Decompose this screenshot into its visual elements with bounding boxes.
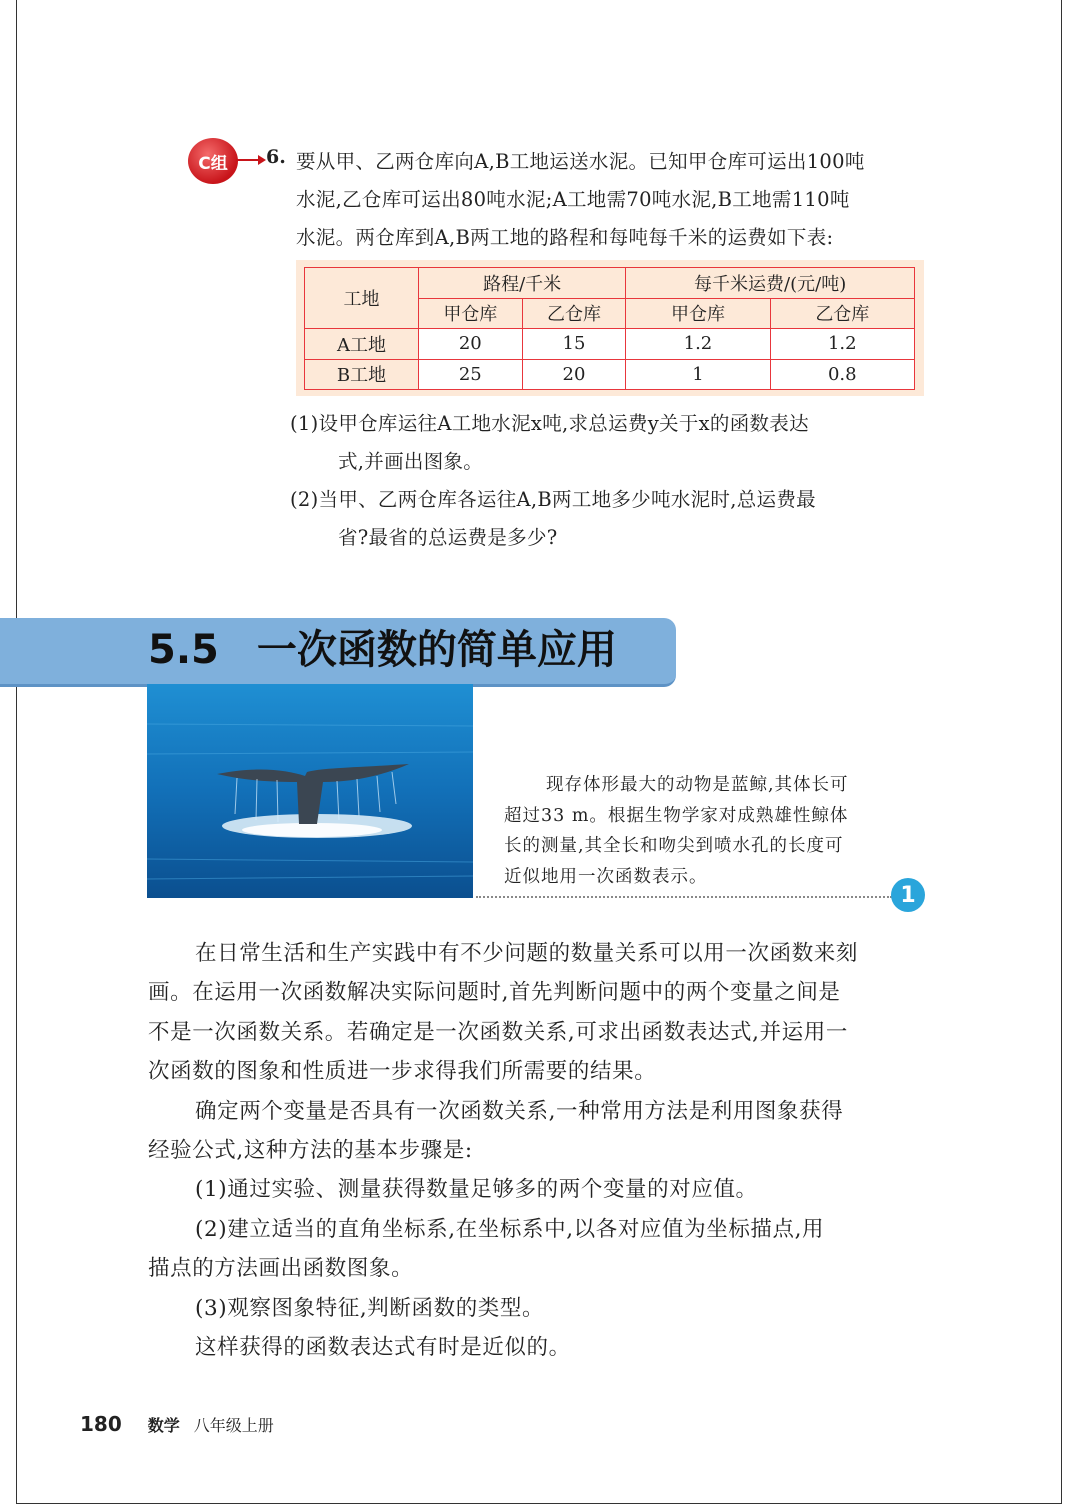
- page-number: 180: [80, 1412, 122, 1436]
- table-row: [305, 359, 915, 390]
- table-subheader: 甲仓库: [626, 298, 770, 329]
- whale-tail-photo: [147, 684, 473, 898]
- table-cell: 1.2: [770, 329, 914, 360]
- page-footer: [80, 1412, 274, 1440]
- footer-grade: 八年级上册: [193, 1416, 274, 1435]
- caption-line: 超过33 m。根据生物学家对成熟雄性鲸体: [504, 805, 849, 826]
- question-line: 要从甲、乙两仓库向A,B工地运送水泥。已知甲仓库可运出100吨: [296, 150, 865, 173]
- section-number: 5.5: [148, 627, 219, 673]
- table-cell: 1: [626, 359, 770, 390]
- body-line: 描点的方法画出函数图象。: [148, 1256, 414, 1282]
- data-table-container: [296, 260, 924, 396]
- row-label: B工地: [305, 359, 419, 390]
- table-cell: 25: [419, 359, 523, 390]
- table-cell: 15: [522, 329, 626, 360]
- question-line: 水泥。两仓库到A,B两工地的路程和每吨每千米的运费如下表:: [296, 226, 834, 249]
- sub-question-line: 式,并画出图象。: [338, 450, 484, 473]
- table-cell: 20: [419, 329, 523, 360]
- question-text: [296, 143, 926, 257]
- body-line: 在日常生活和生产实践中有不少问题的数量关系可以用一次函数来刻: [195, 941, 859, 966]
- footer-subject: 数学: [147, 1416, 180, 1435]
- photo-caption: [504, 770, 904, 892]
- body-line: 次函数的图象和性质进一步求得我们所需要的结果。: [148, 1059, 657, 1085]
- section-title: [148, 620, 617, 680]
- sub-question-line: (1)设甲仓库运往A工地水泥x吨,求总运费y关于x的函数表达: [290, 412, 809, 435]
- table-cell: 20: [522, 359, 626, 390]
- transport-table: [304, 267, 915, 390]
- body-line: 画。在运用一次函数解决实际问题时,首先判断问题中的两个变量之间是: [148, 980, 841, 1006]
- table-cell: 1.2: [626, 329, 770, 360]
- whale-illustration: [147, 684, 473, 898]
- table-corner: 工地: [305, 268, 419, 329]
- sub-question-1: [290, 405, 930, 481]
- body-line: 这样获得的函数表达式有时是近似的。: [195, 1335, 571, 1361]
- section-name: 一次函数的简单应用: [256, 627, 617, 673]
- table-group-distance: 路程/千米: [419, 268, 626, 299]
- sub-question-2: [290, 481, 930, 557]
- body-line: (1)通过实验、测量获得数量足够多的两个变量的对应值。: [195, 1177, 758, 1203]
- dotted-divider: [476, 896, 892, 898]
- table-subheader: 甲仓库: [419, 298, 523, 329]
- row-label: A工地: [305, 329, 419, 360]
- body-line: (3)观察图象特征,判断函数的类型。: [195, 1295, 545, 1321]
- table-row: [305, 329, 915, 360]
- table-subheader: 乙仓库: [770, 298, 914, 329]
- sub-question-line: 省?最省的总运费是多少?: [338, 526, 558, 549]
- sub-question-line: (2)当甲、乙两仓库各运往A,B两工地多少吨水泥时,总运费最: [290, 488, 816, 511]
- question-number: 6.: [266, 146, 286, 168]
- group-badge: C组: [188, 138, 238, 184]
- table-cell: 0.8: [770, 359, 914, 390]
- body-line: (2)建立适当的直角坐标系,在坐标系中,以各对应值为坐标描点,用: [195, 1216, 825, 1242]
- body-text: [148, 934, 928, 1367]
- caption-line: 现存体形最大的动物是蓝鲸,其体长可: [546, 775, 849, 795]
- example-marker: 1: [891, 878, 925, 912]
- caption-line: 近似地用一次函数表示。: [504, 866, 708, 887]
- body-line: 经验公式,这种方法的基本步骤是:: [148, 1138, 473, 1164]
- badge-arrow: [236, 159, 260, 161]
- question-line: 水泥,乙仓库可运出80吨水泥;A工地需70吨水泥,B工地需110吨: [296, 188, 850, 211]
- body-line: 确定两个变量是否具有一次函数关系,一种常用方法是利用图象获得: [195, 1098, 844, 1124]
- body-line: 不是一次函数关系。若确定是一次函数关系,可求出函数表达式,并运用一: [148, 1019, 848, 1045]
- table-group-cost: 每千米运费/(元/吨): [626, 268, 915, 299]
- caption-line: 长的测量,其全长和吻尖到喷水孔的长度可: [504, 836, 844, 856]
- table-subheader: 乙仓库: [522, 298, 626, 329]
